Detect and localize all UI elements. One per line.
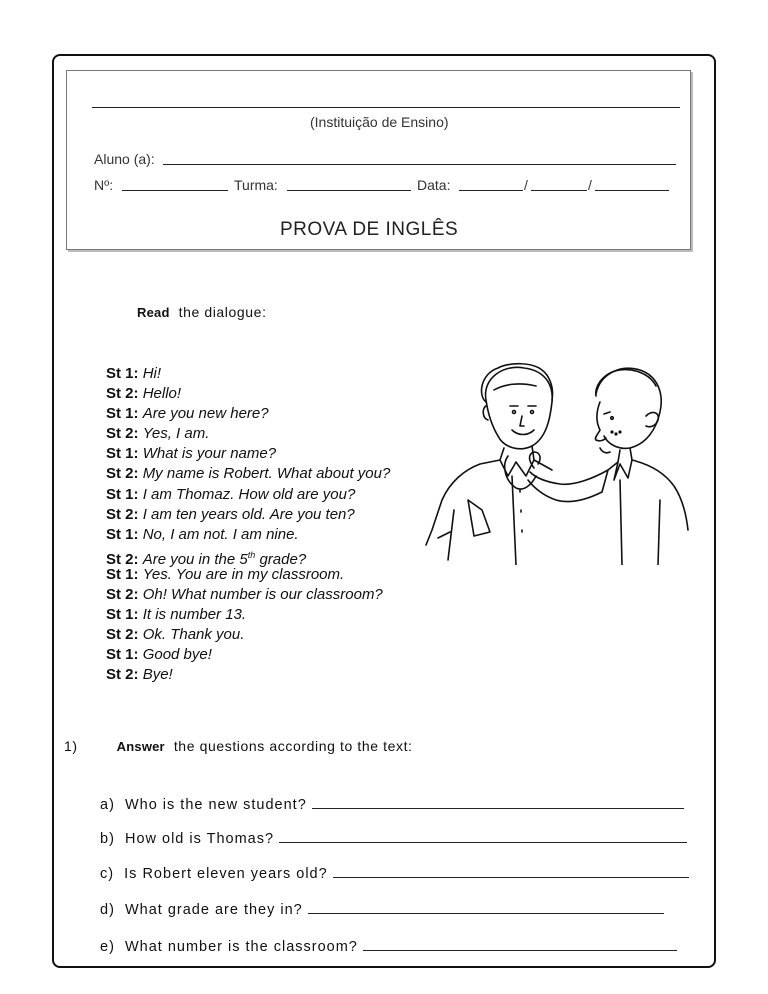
dialogue-line	[106, 605, 390, 625]
dialogue-line	[106, 565, 390, 585]
dialogue-line	[106, 424, 390, 444]
answer-field[interactable]	[333, 877, 689, 878]
reading-rest: the dialogue:	[178, 304, 267, 320]
date-month-field[interactable]	[531, 190, 587, 191]
dialogue-line	[106, 625, 390, 645]
question-text: What number is the classroom?	[124, 939, 358, 955]
dialogue-text: Bye!	[142, 666, 173, 684]
dialogue-text: Yes. You are in my classroom.	[142, 565, 345, 583]
dialogue-text: Ok. Thank you.	[142, 626, 245, 644]
dialogue-text: Are you in the 5	[142, 550, 248, 568]
date-label: Data:	[417, 177, 451, 193]
dialogue-text: Good bye!	[142, 646, 212, 664]
date-separator: /	[588, 177, 592, 193]
student-name-field[interactable]	[163, 164, 676, 165]
answer-field[interactable]	[279, 842, 687, 843]
question-text: How old is Thomas?	[124, 831, 275, 847]
date-year-field[interactable]	[595, 190, 669, 191]
dialogue-line	[106, 444, 390, 464]
dialogue-text: No, I am not. I am nine.	[142, 525, 299, 543]
answer-field[interactable]	[363, 950, 677, 951]
speaker-label: St 1:	[106, 365, 139, 382]
number-field[interactable]	[122, 190, 228, 191]
reading-instruction	[137, 304, 267, 320]
speaker-label: St 2:	[106, 550, 139, 568]
class-field[interactable]	[287, 190, 411, 191]
dialogue-line	[106, 585, 390, 605]
student-label: Aluno (a):	[94, 151, 155, 167]
class-label: Turma:	[234, 177, 278, 193]
speaker-label: St 2:	[106, 626, 139, 644]
answer-field[interactable]	[312, 808, 684, 809]
question-b	[100, 831, 687, 847]
speaker-label: St 1:	[106, 606, 139, 624]
question-c	[100, 866, 689, 882]
dialogue-text: Are you new here?	[142, 405, 269, 423]
exercise-number: 1)	[64, 738, 78, 754]
question-d	[100, 902, 664, 918]
speaker-label: St 2:	[106, 385, 139, 403]
speaker-label: St 2:	[106, 505, 139, 523]
exercise-rest: the questions according to the text:	[173, 738, 413, 754]
dialogue-line	[106, 525, 390, 545]
speaker-label: St 1:	[106, 485, 139, 503]
question-letter: a)	[100, 797, 115, 813]
speaker-label: St 1:	[106, 405, 139, 423]
question-letter: d)	[100, 902, 115, 918]
speaker-label: St 2:	[106, 666, 139, 684]
date-separator: /	[524, 177, 528, 193]
reading-verb: Read	[137, 305, 170, 320]
dialogue-line	[106, 505, 390, 525]
exam-title: PROVA DE INGLÊS	[280, 219, 459, 240]
dialogue-text: It is number 13.	[142, 606, 247, 624]
dialogue-line	[106, 384, 390, 404]
dialogue-text: Yes, I am.	[142, 425, 210, 443]
dialogue-line	[106, 464, 390, 484]
dialogue-line	[106, 364, 390, 384]
exercise-instruction	[64, 738, 413, 754]
number-label: Nº:	[94, 177, 114, 193]
answer-field[interactable]	[308, 913, 664, 914]
dialogue-line	[106, 545, 390, 568]
speaker-label: St 1:	[106, 445, 139, 463]
question-letter: b)	[100, 831, 115, 847]
question-letter: e)	[100, 939, 115, 955]
speaker-label: St 2:	[106, 465, 139, 483]
dialogue-text: My name is Robert. What about you?	[142, 465, 391, 483]
dialogue-text: Hi!	[142, 365, 162, 382]
date-day-field[interactable]	[459, 190, 523, 191]
speaker-label: St 2:	[106, 586, 139, 604]
dialogue-line	[106, 665, 390, 685]
speaker-label: St 1:	[106, 646, 139, 664]
question-text: Is Robert eleven years old?	[124, 866, 328, 882]
question-text: Who is the new student?	[124, 797, 307, 813]
dialogue	[106, 364, 390, 686]
dialogue-line	[106, 645, 390, 665]
ordinal-suffix: th	[247, 549, 256, 560]
dialogue-text: I am ten years old. Are you ten?	[142, 505, 355, 523]
speaker-label: St 2:	[106, 425, 139, 443]
dialogue-text-continued: grade?	[255, 550, 307, 568]
dialogue-text: What is your name?	[142, 445, 277, 463]
exercise-verb: Answer	[116, 739, 165, 754]
question-letter: c)	[100, 866, 115, 882]
speaker-label: St 1:	[106, 525, 139, 543]
question-a	[100, 797, 684, 813]
two-boys-illustration	[424, 360, 694, 565]
dialogue-line	[106, 485, 390, 505]
dialogue-text: Hello!	[142, 385, 182, 403]
question-e	[100, 939, 677, 955]
question-text: What grade are they in?	[124, 902, 303, 918]
institution-line	[92, 107, 680, 108]
speaker-label: St 1:	[106, 565, 139, 583]
dialogue-text: I am Thomaz. How old are you?	[142, 485, 356, 503]
institution-label: (Instituição de Ensino)	[310, 114, 449, 130]
dialogue-line	[106, 404, 390, 424]
dialogue-text: Oh! What number is our classroom?	[142, 586, 383, 604]
